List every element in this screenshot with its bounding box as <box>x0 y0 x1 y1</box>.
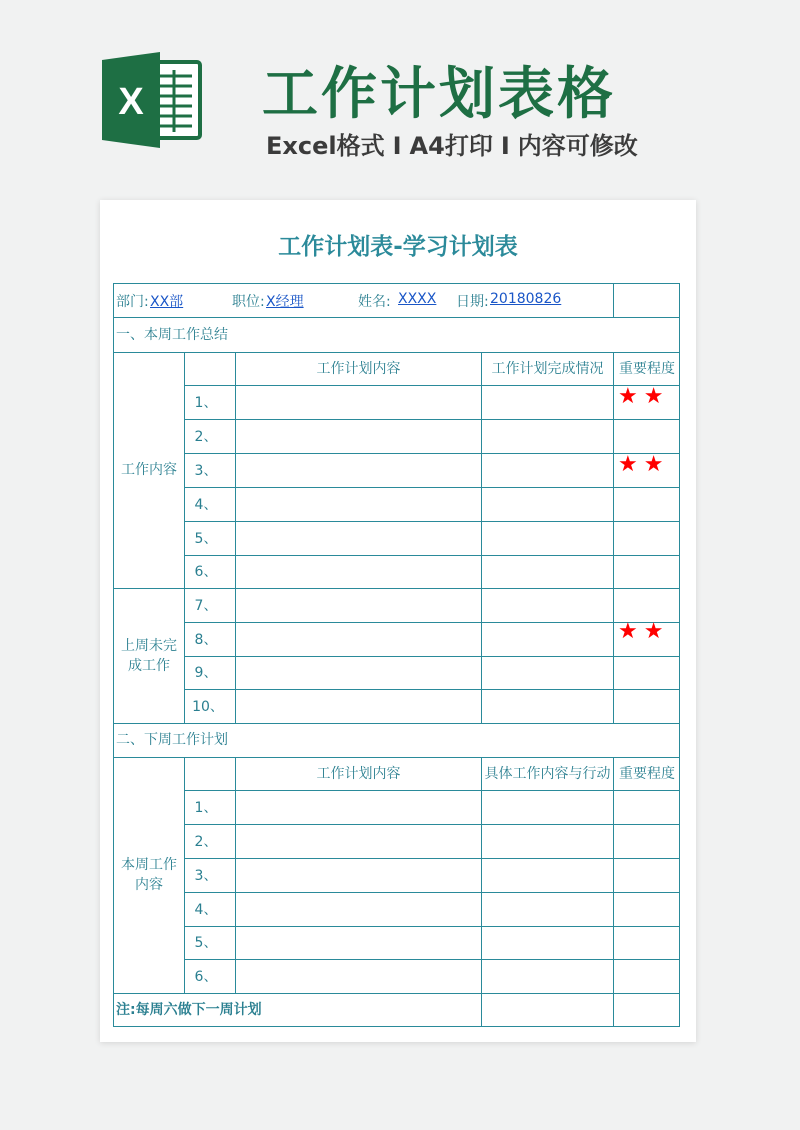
banner-editable: 内容可修改 <box>517 132 638 160</box>
dept-value[interactable]: XX部 <box>150 294 184 310</box>
document-title: 工作计划表-学习计划表 <box>278 234 518 260</box>
separator: I <box>392 132 402 160</box>
row-number: 1、 <box>194 394 218 411</box>
row-number: 6、 <box>194 968 218 985</box>
dept-label: 部门: <box>116 294 149 310</box>
header-action: 具体工作内容与行动 <box>484 765 611 782</box>
star-icon: ★★ <box>618 452 670 477</box>
row-number: 3、 <box>194 462 218 479</box>
row-number: 7、 <box>194 597 218 614</box>
star-icon: ★★ <box>618 384 670 409</box>
row-number: 8、 <box>194 631 218 648</box>
name-label: 姓名: <box>358 294 391 310</box>
group-label-this-week: 本周工作内容 <box>121 856 177 893</box>
footer-note: 注:每周六做下一周计划 <box>116 1001 262 1018</box>
date-value[interactable]: 20180826 <box>490 291 562 307</box>
header-importance: 重要程度 <box>619 360 675 377</box>
banner-title: 工作计划表格 <box>262 62 616 127</box>
row-number: 10、 <box>192 698 224 715</box>
position-label: 职位: <box>232 294 265 310</box>
row-number: 6、 <box>194 564 218 581</box>
row-number: 9、 <box>194 665 218 682</box>
row-number: 5、 <box>194 935 218 952</box>
logo-letter: X <box>118 81 144 123</box>
row-number: 5、 <box>194 530 218 547</box>
header-status: 工作计划完成情况 <box>491 360 604 377</box>
group-label-unfinished: 上周未完成工作 <box>121 637 177 674</box>
date-label: 日期: <box>456 294 489 310</box>
row-number: 1、 <box>194 799 218 816</box>
name-value[interactable]: XXXX <box>398 291 437 307</box>
row-number: 2、 <box>194 428 218 445</box>
header-content: 工作计划内容 <box>316 360 401 377</box>
header-content: 工作计划内容 <box>316 765 401 782</box>
banner-format: Excel格式 <box>266 132 385 160</box>
row-number: 3、 <box>194 867 218 884</box>
header-importance: 重要程度 <box>619 765 675 782</box>
star-icon: ★★ <box>618 619 670 644</box>
section1-title: 一、本周工作总结 <box>116 326 228 343</box>
banner-print: A4打印 <box>409 132 493 160</box>
row-number: 4、 <box>194 496 218 513</box>
group-label-work-content: 工作内容 <box>121 461 177 478</box>
position-value[interactable]: X经理 <box>266 294 304 310</box>
row-number: 4、 <box>194 901 218 918</box>
separator: I <box>500 132 510 160</box>
row-number: 2、 <box>194 833 218 850</box>
section2-title: 二、下周工作计划 <box>116 732 228 749</box>
